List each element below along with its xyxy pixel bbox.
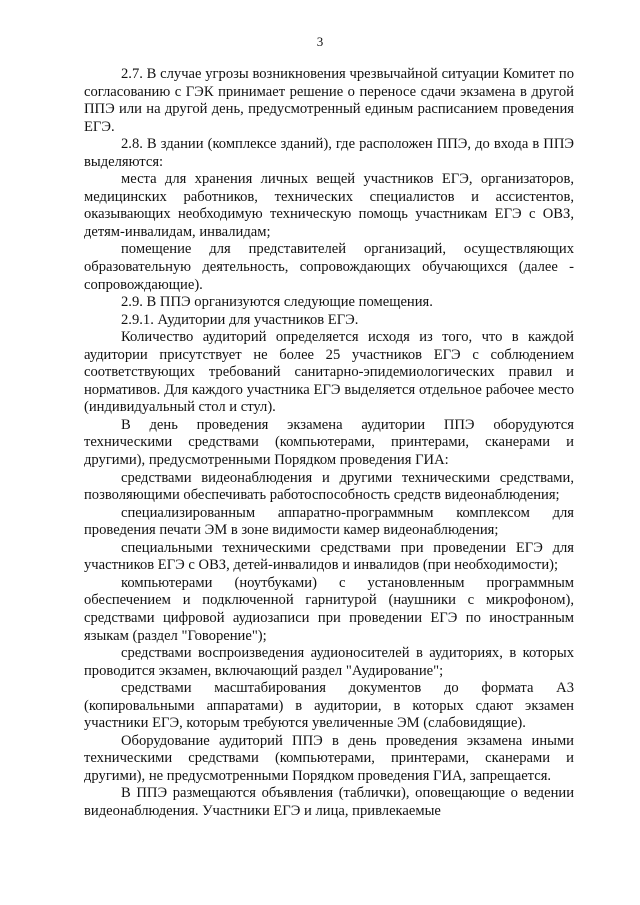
document-body [84, 66, 574, 821]
paragraph-announcements: В ППЭ размещаются объявления (таблички), оповещающие о ведении видеонаблюдения. Участники ЕГЭ и лица, привлекаемые [84, 785, 574, 819]
paragraph-equipment: В день проведения экзамена аудитории ППЭ оборудуются техническими средствами (компьютерами, принтерами, сканерами и другими), предусмотренными Порядком проведения ГИА: [84, 416, 574, 469]
paragraph-escort-room: помещение для представителей организаций, осуществляющих образовательную деятельность, сопровождающих обучающихся (далее - сопровождающие). [84, 241, 574, 293]
paragraph-computers: компьютерами (ноутбуками) с установленным программным обеспечением и подключенной гарнитурой (наушники с микрофоном), средствами цифровой аудиозаписи при проведении ЕГЭ по иностранным языкам (раздел "Говорение"); [84, 574, 574, 644]
paragraph-special-means: специальными техническими средствами при проведении ЕГЭ для участников ЕГЭ с ОВЗ, детей-инвалидов и инвалидов (при необходимости); [84, 539, 574, 574]
page-number: 3 [316, 34, 324, 49]
paragraph-room-count: Количество аудиторий определяется исходя из того, что в каждой аудитории присутствует не более 25 участников ЕГЭ с соблюдением соответствующих требований санитарно-эпидемиологических правил и нормативов. Для каждого участника ЕГЭ выделяется отдельное рабочее место (индивидуальный стол и стул). [84, 329, 574, 416]
paragraph-2-8: 2.8. В здании (комплексе зданий), где расположен ППЭ, до входа в ППЭ выделяются: [84, 136, 574, 170]
paragraph-2-7: 2.7. В случае угрозы возникновения чрезвычайной ситуации Комитет по согласованию с ГЭК принимает решение о переносе сдачи экзамена в другой ППЭ или на другой день, предусмотренный единым расписанием проведения ЕГЭ. [84, 66, 574, 135]
paragraph-storage-places: места для хранения личных вещей участников ЕГЭ, организаторов, медицинских работников, технических специалистов и ассистентов, оказывающих необходимую техническую помощь участникам ЕГЭ с ОВЗ, детям-инвалидам, инвалидам; [84, 171, 574, 240]
paragraph-2-9-1: 2.9.1. Аудитории для участников ЕГЭ. [121, 311, 359, 328]
paragraph-prohibited-equipment: Оборудование аудиторий ППЭ в день проведения экзамена иными техническими средствами (компьютерами, принтерами, сканерами и другими), не предусмотренными Порядком проведения ГИА, запрещается. [84, 732, 574, 784]
paragraph-audio-playback: средствами воспроизведения аудионосителей в аудиториях, в которых проводится экзамен, включающий раздел "Аудирование"; [84, 645, 574, 679]
paragraph-print-complex: специализированным аппаратно-программным комплексом для проведения печати ЭМ в зоне видимости камер видеонаблюдения; [84, 504, 574, 539]
paragraph-video-surveillance: средствами видеонаблюдения и другими техническими средствами, позволяющими обеспечивать работоспособность средств видеонаблюдения; [84, 469, 574, 504]
paragraph-scaling: средствами масштабирования документов до формата А3 (копировальными аппаратами) в аудитории, в которых сдают экзамен участники ЕГЭ, которым требуются увеличенные ЭМ (слабовидящие). [84, 680, 574, 732]
paragraph-2-9: 2.9. В ППЭ организуются следующие помещения. [121, 294, 433, 311]
